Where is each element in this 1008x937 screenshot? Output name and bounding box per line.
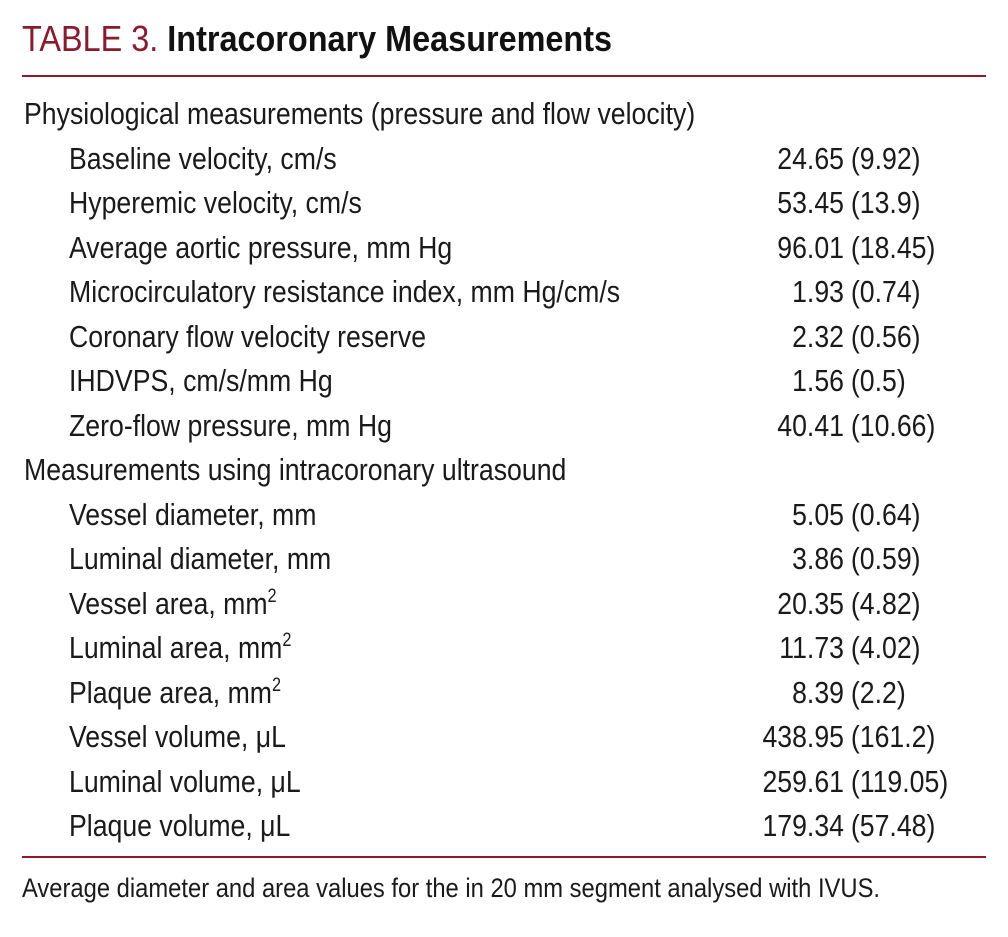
row-label: Coronary flow velocity reserve — [69, 318, 427, 354]
row-sd: (0.59) — [850, 541, 921, 576]
table-label: TABLE 3. — [22, 18, 159, 59]
top-divider — [22, 75, 986, 77]
row-sd: (13.9) — [850, 185, 921, 220]
row-label: IHDVPS, cm/s/mm Hg — [69, 363, 333, 398]
row-mean: 24.65 — [777, 140, 844, 176]
table-row — [0, 626, 1008, 671]
row-value-cell — [758, 137, 930, 181]
row-mean: 259.61 — [762, 763, 844, 799]
row-label: Average aortic pressure, mm Hg — [69, 229, 453, 265]
row-mean: 179.34 — [762, 808, 844, 843]
table-row — [0, 760, 1008, 805]
row-label-cell — [69, 671, 281, 715]
row-value-cell — [758, 493, 930, 537]
row-mean: 8.39 — [792, 674, 844, 710]
row-label: Luminal volume, μL — [69, 763, 301, 799]
row-label-cell — [69, 181, 362, 225]
table-row — [0, 671, 1008, 716]
row-label-superscript: 2 — [282, 630, 292, 651]
table-row — [0, 404, 1008, 449]
row-label-cell — [69, 226, 452, 270]
row-mean: 3.86 — [792, 541, 844, 576]
row-label: Vessel area, mm — [69, 585, 268, 621]
row-mean: 5.05 — [792, 496, 844, 532]
table-row — [0, 582, 1008, 627]
row-label: Baseline velocity, cm/s — [69, 140, 337, 176]
row-label: Luminal diameter, mm — [69, 541, 332, 576]
row-mean: 11.73 — [779, 630, 844, 665]
row-mean: 96.01 — [777, 229, 844, 265]
row-sd: (119.05) — [850, 763, 949, 799]
row-value-cell — [758, 359, 930, 403]
row-sd: (0.5) — [850, 363, 906, 398]
row-value-cell — [758, 715, 936, 759]
row-label-cell — [69, 270, 620, 314]
row-value-cell — [758, 404, 936, 448]
table-row — [0, 804, 1008, 849]
table-row — [0, 137, 1008, 182]
row-mean: 20.35 — [777, 585, 844, 621]
row-value-cell — [758, 315, 930, 359]
table-row — [0, 493, 1008, 538]
row-value-cell — [758, 582, 930, 626]
row-label-cell — [69, 315, 426, 359]
table-row — [0, 359, 1008, 404]
row-sd: (57.48) — [850, 808, 936, 843]
table-name: Intracoronary Measurements — [167, 18, 613, 59]
row-mean: 40.41 — [777, 407, 844, 443]
row-mean: 53.45 — [777, 185, 844, 220]
row-sd: (4.02) — [850, 630, 921, 665]
section-heading — [0, 448, 1008, 493]
table-body — [0, 92, 1008, 849]
row-value-cell — [758, 626, 930, 670]
row-label: Vessel diameter, mm — [69, 496, 317, 532]
row-mean: 1.56 — [792, 363, 844, 398]
row-label-superscript: 2 — [272, 674, 282, 696]
row-label: Zero-flow pressure, mm Hg — [69, 407, 392, 443]
row-sd: (18.45) — [850, 229, 936, 265]
row-label-cell — [69, 760, 301, 804]
row-mean: 1.93 — [792, 274, 844, 309]
row-value-cell — [758, 760, 949, 804]
row-label-cell — [69, 137, 337, 181]
row-label-cell — [69, 493, 316, 537]
table-title — [22, 14, 612, 64]
table-row — [0, 537, 1008, 582]
row-sd: (2.2) — [850, 674, 906, 710]
row-sd: (10.66) — [850, 407, 936, 443]
table-row — [0, 181, 1008, 226]
row-label: Vessel volume, μL — [69, 719, 286, 754]
row-value-cell — [758, 226, 936, 270]
section-heading-label: Physiological measurements (pressure and flow velocity) — [24, 96, 696, 131]
row-sd: (0.74) — [850, 274, 921, 309]
row-label: Luminal area, mm — [69, 630, 283, 665]
table-row — [0, 270, 1008, 315]
row-label: Plaque area, mm — [69, 674, 273, 710]
row-label: Plaque volume, μL — [69, 808, 291, 843]
row-sd: (161.2) — [850, 719, 936, 754]
table-row — [0, 226, 1008, 271]
row-value-cell — [758, 804, 936, 848]
row-label-cell — [69, 804, 290, 848]
row-label: Hyperemic velocity, cm/s — [69, 185, 362, 220]
table-footnote: Average diameter and area values for the in 20 mm segment analysed with IVUS. — [22, 873, 881, 903]
table-row — [0, 715, 1008, 760]
row-sd: (0.64) — [850, 496, 921, 532]
row-label-cell — [69, 359, 333, 403]
row-sd: (9.92) — [850, 140, 921, 176]
row-label-cell — [69, 537, 331, 581]
row-sd: (0.56) — [850, 318, 921, 354]
row-label: Microcirculatory resistance index, mm Hg/cm/s — [69, 274, 621, 309]
section-heading-label: Measurements using intracoronary ultrasound — [24, 452, 567, 487]
row-value-cell — [758, 537, 930, 581]
row-label-cell — [69, 582, 277, 626]
row-label-superscript: 2 — [267, 585, 277, 607]
row-sd: (4.82) — [850, 585, 921, 621]
row-label-cell — [69, 404, 392, 448]
row-mean: 438.95 — [762, 719, 844, 754]
row-mean: 2.32 — [792, 318, 844, 354]
table-row — [0, 315, 1008, 360]
row-value-cell — [758, 270, 930, 314]
bottom-divider — [22, 856, 986, 858]
row-value-cell — [758, 181, 930, 225]
section-heading — [0, 92, 1008, 137]
row-label-cell — [69, 715, 286, 759]
row-value-cell — [758, 671, 930, 715]
row-label-cell — [69, 626, 291, 670]
